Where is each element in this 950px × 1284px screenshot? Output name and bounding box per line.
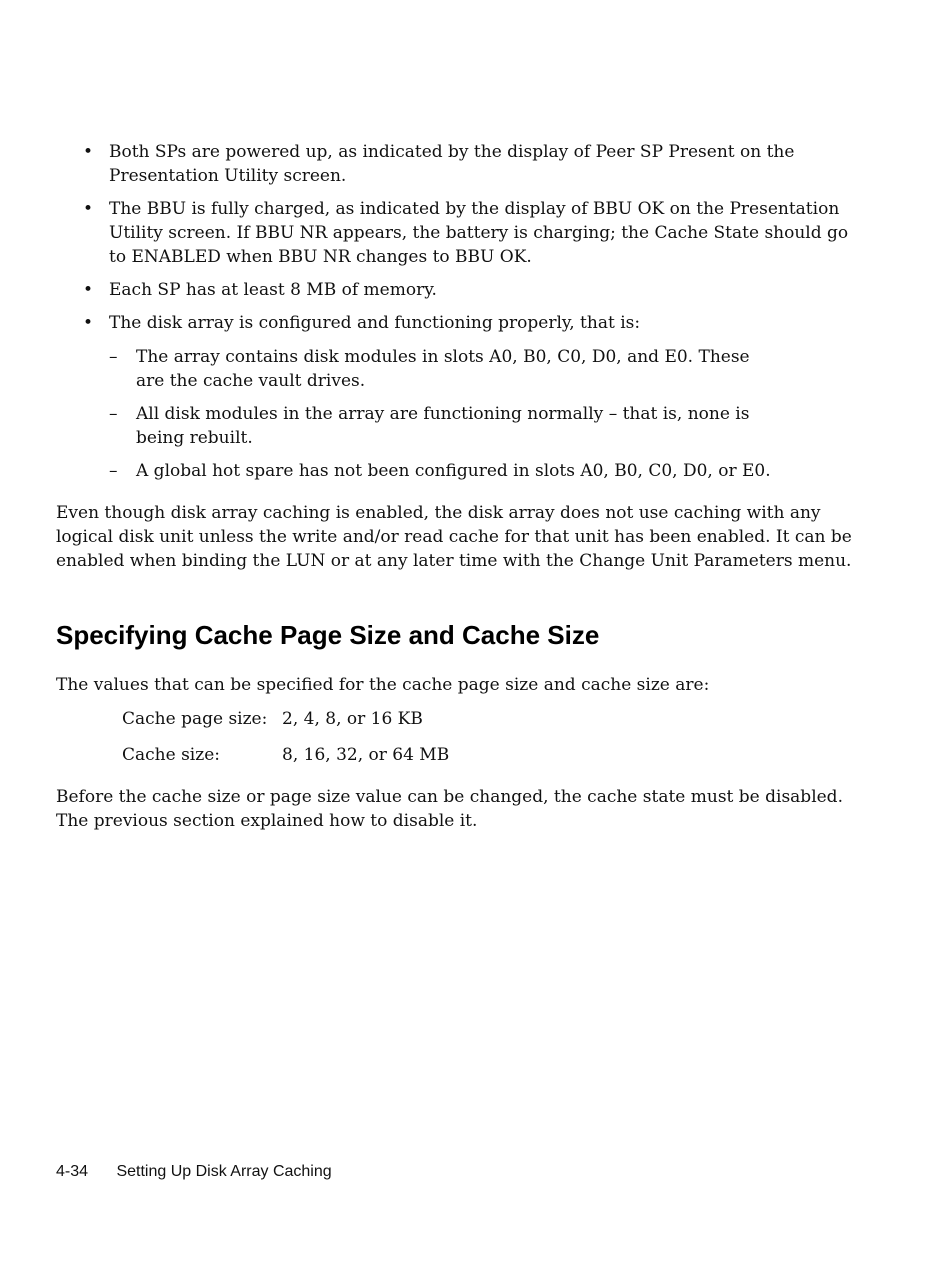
- sub-list-item: [56, 402, 856, 450]
- list-item: [56, 197, 856, 269]
- bullet-icon: •: [83, 313, 94, 333]
- list-item: [56, 140, 856, 188]
- list-item-text: Each SP has at least 8 MB of memory.: [109, 280, 437, 300]
- dash-icon: –: [109, 461, 118, 481]
- sub-list-item: [56, 459, 856, 483]
- sub-list-item-text: All disk modules in the array are functioning normally – that is, none is being rebuilt.: [136, 404, 750, 448]
- page-footer: [56, 1163, 332, 1181]
- disable-paragraph: Before the cache size or page size value can be changed, the cache state must be disabled. The previous section explained how to disable it.: [56, 787, 843, 831]
- spec-label: Cache size:: [122, 745, 220, 765]
- sub-list: [56, 345, 856, 483]
- spec-value: 2, 4, 8, or 16 KB: [282, 709, 423, 729]
- dash-icon: –: [109, 347, 118, 367]
- requirements-list: [56, 140, 856, 483]
- document-body: [56, 140, 856, 833]
- list-item-text: The disk array is configured and functioning properly, that is:: [109, 313, 641, 333]
- list-item-text: The BBU is fully charged, as indicated by the display of BBU OK on the Presentation Utility screen. If BBU NR appears, the battery is charging; the Cache State should go to ENABLED when BBU NR changes to BBU OK.: [109, 199, 849, 267]
- spec-label: Cache page size:: [122, 709, 268, 729]
- list-item: [56, 278, 856, 302]
- spec-value: 8, 16, 32, or 64 MB: [282, 745, 450, 765]
- intro-paragraph: The values that can be specified for the cache page size and cache size are:: [56, 675, 710, 695]
- sub-list-item: [56, 345, 856, 393]
- bullet-icon: •: [83, 142, 94, 162]
- section-heading: Specifying Cache Page Size and Cache Size: [56, 620, 600, 650]
- sub-list-item-text: The array contains disk modules in slots A0, B0, C0, D0, and E0. These are the cache vault drives.: [136, 347, 750, 391]
- page-number: 4-34: [56, 1163, 89, 1180]
- bullet-icon: •: [83, 199, 94, 219]
- table-row: [122, 743, 449, 779]
- list-item: [56, 311, 856, 483]
- sub-list-item-text: A global hot spare has not been configured in slots A0, B0, C0, D0, or E0.: [136, 461, 771, 481]
- dash-icon: –: [109, 404, 118, 424]
- spec-table: [122, 707, 449, 779]
- caching-paragraph: Even though disk array caching is enabled, the disk array does not use caching with any logical disk unit unless the write and/or read cache for that unit has been enabled. It can be enabled when binding the LUN or at any later time with the Change Unit Parameters menu.: [56, 503, 852, 571]
- footer-section-title: Setting Up Disk Array Caching: [116, 1163, 332, 1180]
- list-item-text: Both SPs are powered up, as indicated by the display of Peer SP Present on the Presentation Utility screen.: [109, 142, 795, 186]
- table-row: [122, 707, 449, 743]
- bullet-icon: •: [83, 280, 94, 300]
